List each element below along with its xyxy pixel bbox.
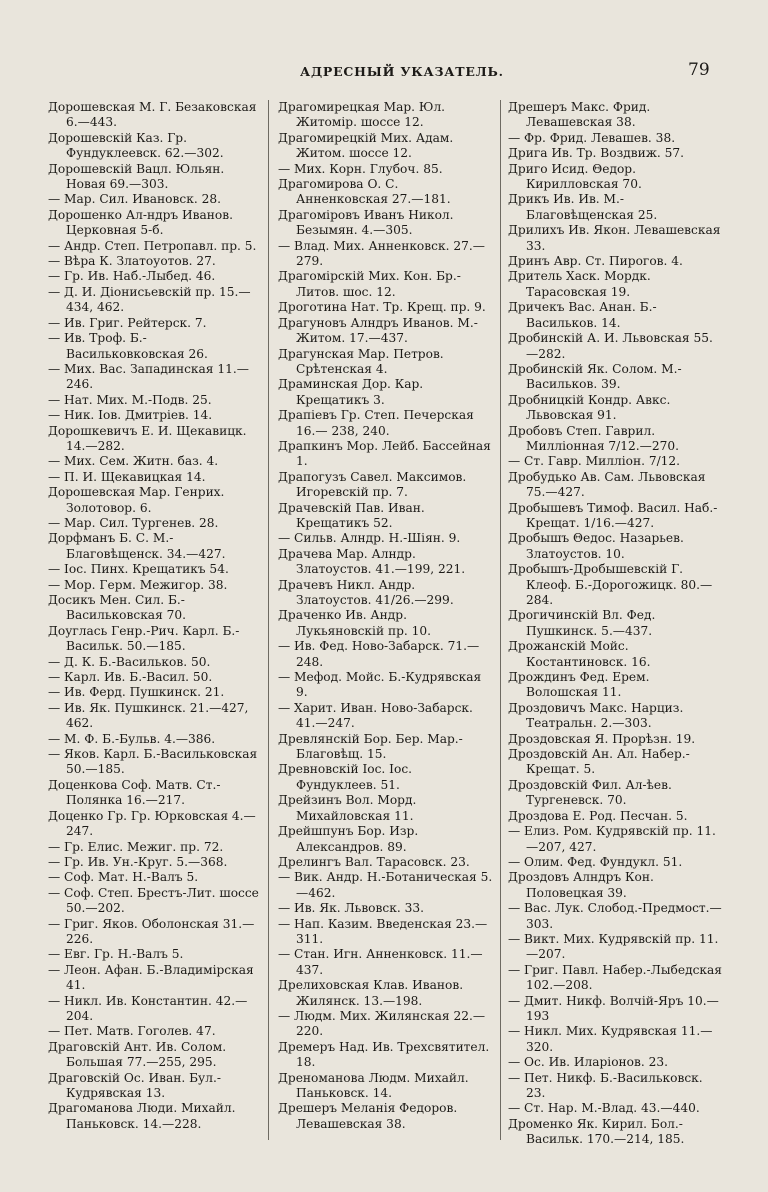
entry-text: Дробышъ Θедос. Назарьев. Златоустов. 10. (508, 531, 684, 561)
directory-entry (508, 393, 722, 424)
entry-text: Дрелиховская Клав. Иванов. Жилянск. 13.—198. (278, 978, 464, 1008)
entry-text: Дробудько Ав. Сам. Львовская 75.—427. (508, 469, 706, 500)
entry-text: Драговскій Ос. Иван. Бул.-Кудрявская 13. (48, 1070, 221, 1100)
directory-entry (278, 1071, 494, 1102)
entry-text: Дроздовская Я. Прорѣзн. 19. (508, 731, 696, 746)
entry-text: — Никл. Ив. Константин. 42.—204. (48, 993, 248, 1023)
entry-text: Дрейшпунъ Бор. Изр. Александров. 89. (278, 824, 419, 854)
entry-text: Дробовъ Степ. Гаврил. Милліонная 7/12.—270. (508, 423, 679, 453)
entry-text: — П. И. Щекавицкая 14. (48, 469, 206, 484)
directory-entry (48, 732, 262, 747)
page-header (0, 60, 768, 84)
directory-entry (508, 670, 722, 701)
directory-entry (278, 269, 494, 300)
directory-entry (48, 917, 262, 948)
directory-entry (48, 562, 262, 577)
column-divider (268, 100, 269, 1140)
directory-entry (48, 516, 262, 531)
directory-entry (508, 501, 722, 532)
entry-text: — Д. И. Діонисьевскій пр. 15.—434, 462. (48, 284, 251, 315)
directory-entry (48, 1024, 262, 1039)
entry-text: — Нат. Мих. М.-Подв. 25. (48, 392, 212, 407)
entry-text: — Ив. Як. Пушкинск. 21.—427, 462. (48, 700, 249, 731)
entry-text: Драгунская Мар. Петров. Срѣтенская 4. (278, 346, 444, 376)
directory-entry (278, 947, 494, 978)
directory-entry (278, 300, 494, 315)
directory-entry (508, 362, 722, 393)
directory-entry (508, 932, 722, 963)
entry-text: — Ст. Гавр. Милліон. 7/12. (508, 454, 681, 469)
directory-entry (508, 1101, 722, 1116)
directory-entry (48, 778, 262, 809)
directory-entry (48, 809, 262, 840)
entry-text: Дрождинъ Фед. Ерем. Волошская 11. (508, 670, 650, 700)
entry-text: Дринъ Авр. Ст. Пирогов. 4. (508, 254, 683, 269)
directory-entry (508, 963, 722, 994)
directory-entry (48, 454, 262, 469)
entry-text: Доценкова Соф. Матв. Ст.-Полянка 16.—217. (48, 777, 221, 808)
directory-entry (508, 778, 722, 809)
directory-entry (278, 978, 494, 1009)
directory-entry (48, 747, 262, 778)
directory-entry (48, 162, 262, 193)
entry-text: — Соф. Степ. Брестъ-Лит. шоссе 50.—202. (48, 885, 259, 916)
directory-entry (508, 994, 722, 1025)
entry-text: Дрешеръ Макс. Фрид. Левашевская 38. (508, 100, 651, 130)
directory-entry (48, 254, 262, 269)
entry-text: Дроздовскій Ан. Ал. Набер.-Крещат. 5. (508, 747, 690, 777)
entry-text: Дрилихъ Ив. Якон. Левашевская 33. (508, 223, 721, 253)
directory-entry (278, 208, 494, 239)
directory-entry (508, 269, 722, 300)
entry-text: Дрогичинскій Вл. Фед. Пушкинск. 5.—437. (508, 608, 656, 638)
directory-entry (508, 608, 722, 639)
entry-text: Дробинскій А. И. Львовская 55.—282. (508, 331, 713, 361)
entry-text: Дорошевскій Каз. Гр. Фундуклеевск. 62.—302. (48, 130, 224, 161)
directory-entry (48, 485, 262, 516)
entry-text: — Мефод. Мойс. Б.-Кудрявская 9. (278, 670, 482, 700)
entry-text: — Викт. Мих. Кудрявскій пр. 11.—207. (508, 931, 719, 962)
directory-entry (508, 146, 722, 161)
page-number: 79 (688, 60, 710, 80)
entry-text: — Мих. Вас. Западинская 11.—246. (48, 361, 249, 392)
entry-text: — Мор. Герм. Межигор. 38. (48, 577, 228, 592)
directory-entry (48, 424, 262, 455)
directory-entry (48, 870, 262, 885)
directory-entry (278, 855, 494, 870)
directory-entry (508, 100, 722, 131)
directory-entry (508, 870, 722, 901)
directory-entry (48, 131, 262, 162)
column-right (508, 100, 722, 1180)
directory-entry (278, 439, 494, 470)
entry-text: — Григ. Павл. Набер.-Лыбедская 102.—208. (508, 962, 722, 993)
directory-entry (508, 732, 722, 747)
entry-text: Драминская Дор. Кар. Крещатикъ 3. (278, 377, 424, 407)
entry-text: Дробышъ-Дробышевскій Г. Клеоф. Б.-Дорогожицк. 80.—284. (508, 562, 713, 607)
directory-entry (48, 578, 262, 593)
entry-text: Драгомирецкій Мих. Адам. Житом. шоссе 12. (278, 130, 454, 161)
directory-entry (48, 624, 262, 655)
entry-text: — Ив. Григ. Рейтерск. 7. (48, 315, 207, 330)
column-left (48, 100, 262, 1180)
entry-text: Драговскій Ант. Ив. Солом. Большая 77.—255, 295. (48, 1039, 227, 1070)
entry-text: — Карл. Ив. Б.-Васил. 50. (48, 670, 213, 685)
entry-text: Дробницкій Кондр. Авкс. Львовская 91. (508, 392, 671, 423)
entry-text: Досикъ Мен. Сил. Б.-Васильковская 70. (48, 593, 187, 623)
directory-entry (508, 1024, 722, 1055)
entry-text: — Гр. Елис. Межиг. пр. 72. (48, 839, 224, 854)
directory-entry (48, 285, 262, 316)
directory-entry (278, 578, 494, 609)
entry-text: Дорошевскій Вацл. Юльян. Новая 69.—303. (48, 161, 225, 192)
entry-text: — М. Ф. Б.-Бульв. 4.—386. (48, 731, 216, 746)
entry-text: Дрожанскій Мойс. Костантиновск. 16. (508, 639, 651, 669)
entry-text: Драгоманова Люди. Михайл. Паньковск. 14.—228. (48, 1101, 236, 1131)
entry-text: — Евг. Гр. Н.-Валъ 5. (48, 947, 184, 962)
directory-entry (278, 901, 494, 916)
entry-text: Дроздовскій Фил. Ал-ѣев. Тургеневск. 70. (508, 777, 672, 808)
entry-text: — Вик. Андр. Н.-Ботаническая 5.—462. (278, 870, 493, 900)
entry-text: Драчевъ Никл. Андр. Златоустов. 41/26.—299. (278, 577, 454, 607)
directory-entry (278, 547, 494, 578)
directory-entry (508, 855, 722, 870)
directory-entry (508, 701, 722, 732)
column-middle (278, 100, 494, 1180)
entry-text: — Сильв. Алндр. Н.-Шіян. 9. (278, 531, 461, 546)
directory-entry (278, 917, 494, 948)
entry-text: Драгоміровъ Иванъ Никол. Безымян. 4.—305. (278, 207, 454, 238)
directory-entry (48, 192, 262, 207)
entry-text: Драгомирова О. С. Анненковская 27.—181. (278, 177, 451, 207)
directory-entry (278, 501, 494, 532)
directory-entry (278, 162, 494, 177)
directory-entry (278, 470, 494, 501)
directory-entry (48, 408, 262, 423)
column-divider (500, 100, 501, 1140)
directory-entry (48, 239, 262, 254)
entry-text: Драпкинъ Мор. Лейб. Бассейная 1. (278, 438, 491, 469)
entry-text: — Мар. Сил. Тургенев. 28. (48, 515, 219, 530)
entry-text: Дробышевъ Тимоф. Васил. Наб.-Крещат. 1/16.—427. (508, 500, 718, 530)
entry-text: Дробинскій Як. Солом. М.-Васильков. 39. (508, 361, 682, 392)
entry-text: Дорфманъ Б. С. М.-Благовѣщенск. 34.—427. (48, 531, 226, 561)
entry-text: Дрелингъ Вал. Тарасовск. 23. (278, 854, 470, 869)
directory-entry (48, 855, 262, 870)
entry-text: Дричекъ Вас. Анан. Б.-Васильков. 14. (508, 300, 657, 330)
directory-entry (278, 701, 494, 732)
directory-entry (278, 732, 494, 763)
entry-text: — Мих. Корн. Глубоч. 85. (278, 161, 443, 176)
entry-text: Дроздовичъ Макс. Нарциз. Театральн. 2.—303. (508, 700, 684, 731)
directory-entry (278, 239, 494, 270)
directory-entry (48, 670, 262, 685)
entry-text: Дроздовъ Алндръ Кон. Половецкая 39. (508, 870, 654, 900)
directory-entry (48, 701, 262, 732)
directory-entry (48, 685, 262, 700)
directory-entry (48, 208, 262, 239)
entry-text: — Соф. Мат. Н.-Валъ 5. (48, 870, 199, 885)
directory-entry (508, 1117, 722, 1148)
directory-entry (278, 1009, 494, 1040)
directory-entry (48, 100, 262, 131)
entry-text: — Яков. Карл. Б.-Васильковская 50.—185. (48, 747, 258, 777)
entry-text: Дроменко Як. Кирил. Бол.-Васильк. 170.—214, 185. (508, 1116, 685, 1147)
directory-entry (48, 1071, 262, 1102)
directory-entry (48, 470, 262, 485)
entry-text: Дрикъ Ив. Ив. М.-Благовѣщенская 25. (508, 192, 658, 222)
entry-text: — Ос. Ив. Иларіонов. 23. (508, 1055, 668, 1070)
directory-entry (278, 670, 494, 701)
directory-entry (48, 362, 262, 393)
directory-entry (508, 901, 722, 932)
entry-text: Дритель Хаск. Мордк. Тарасовская 19. (508, 269, 651, 299)
entry-text: — Харит. Иван. Ново-Забарск. 41.—247. (278, 700, 473, 731)
entry-text: — Ив. Ферд. Пушкинск. 21. (48, 685, 225, 700)
directory-entry (278, 793, 494, 824)
entry-text: Дрешеръ Меланія Федоров. Левашевская 38. (278, 1101, 458, 1131)
entry-text: Дроздова Е. Род. Песчан. 5. (508, 808, 688, 823)
entry-text: Дорошевская Мар. Генрих. Золотовор. 6. (48, 485, 225, 515)
entry-text: — Дмит. Никф. Волчій-Яръ 10.—193 (508, 993, 719, 1023)
directory-entry (278, 1040, 494, 1071)
entry-text: — Вѣра К. Златоуотов. 27. (48, 254, 216, 269)
directory-entry (508, 809, 722, 824)
directory-entry (508, 331, 722, 362)
entry-text: Доценко Гр. Гр. Юрковская 4.—247. (48, 808, 256, 839)
directory-entry (48, 1101, 262, 1132)
directory-entry (48, 994, 262, 1025)
directory-entry (278, 131, 494, 162)
entry-text: — Пет. Никф. Б.-Васильковск. 23. (508, 1070, 703, 1100)
entry-text: — Никл. Мих. Кудрявская 11.—320. (508, 1024, 713, 1054)
entry-text: — Андр. Степ. Петропавл. пр. 5. (48, 238, 257, 253)
entry-text: Драчевскій Пав. Иван. Крещатикъ 52. (278, 500, 425, 530)
entry-text: — Леон. Афан. Б.-Владимірская 41. (48, 962, 254, 993)
directory-entry (278, 316, 494, 347)
directory-entry (508, 254, 722, 269)
entry-text: — Вас. Лук. Слобод.-Предмост.—303. (508, 901, 722, 931)
entry-text: Дорошкевичъ Е. И. Щекавицк. 14.—282. (48, 423, 247, 453)
entry-text: Дорошевская М. Г. Безаковская 6.—443. (48, 100, 257, 130)
directory-entry (508, 747, 722, 778)
entry-text: — Ив. Троф. Б.-Васильковковская 26. (48, 331, 208, 361)
entry-text: — Ник. Іов. Дмитріев. 14. (48, 408, 213, 423)
entry-text: — Гр. Ив. Ун.-Круг. 5.—368. (48, 854, 228, 869)
entry-text: Дриго Исид. Θедор. Кирилловская 70. (508, 161, 642, 192)
entry-text: Дорошенко Ал-ндръ Иванов. Церковная 5-б. (48, 207, 233, 238)
directory-entry (508, 531, 722, 562)
directory-entry (508, 470, 722, 501)
entry-text: Дремеръ Над. Ив. Трехсвятител. 18. (278, 1039, 490, 1070)
running-title: АДРЕСНЫЙ УКАЗАТЕЛЬ. (300, 64, 504, 79)
entry-text: — Елиз. Ром. Кудрявскій пр. 11.—207, 427. (508, 824, 716, 854)
directory-entry (508, 824, 722, 855)
entry-text: Драпогузъ Савел. Максимов. Игоревскій пр. 7. (278, 469, 467, 500)
entry-text: — Іос. Пинх. Крещатикъ 54. (48, 562, 229, 577)
directory-entry (278, 762, 494, 793)
directory-entry (48, 331, 262, 362)
entry-text: — Гр. Ив. Наб.-Лыбед. 46. (48, 269, 216, 284)
entry-text: — Ив. Як. Львовск. 33. (278, 901, 424, 916)
entry-text: — Пет. Матв. Гоголев. 47. (48, 1024, 216, 1039)
directory-entry (278, 531, 494, 546)
entry-text: — Ив. Фед. Ново-Забарск. 71.—248. (278, 639, 480, 669)
directory-entry (508, 562, 722, 608)
directory-entry (278, 608, 494, 639)
entry-text: Дрейзинъ Вол. Морд. Михайловская 11. (278, 793, 417, 823)
entry-text: Древлянскій Бор. Бер. Мар.-Благовѣщ. 15. (278, 731, 463, 762)
directory-entry (508, 1055, 722, 1070)
entry-text: Драгуновъ Алндръ Иванов. М.-Житом. 17.—437. (278, 315, 478, 346)
entry-text: Драченко Ив. Андр. Лукьяновскій пр. 10. (278, 608, 431, 638)
entry-text: — Влад. Мих. Анненковск. 27.—279. (278, 238, 485, 269)
entry-text: — Нап. Казим. Введенская 23.—311. (278, 916, 488, 946)
entry-text: Драчева Мар. Алндр. Златоустов. 41.—199, 221. (278, 546, 466, 577)
entry-text: Дроготина Нат. Тр. Крещ. пр. 9. (278, 300, 486, 315)
directory-entry (278, 870, 494, 901)
entry-text: Дреномaнова Людм. Михайл. Паньковск. 14. (278, 1070, 469, 1100)
entry-text: — Мар. Сил. Ивановск. 28. (48, 192, 221, 207)
entry-text: Древновскій Іос. Іос. Фундуклеев. 51. (278, 762, 413, 792)
directory-entry (48, 655, 262, 670)
entry-text: — Григ. Яков. Оболонская 31.—226. (48, 916, 255, 946)
directory-entry (278, 100, 494, 131)
entry-text: — Д. К. Б.-Васильков. 50. (48, 654, 211, 669)
directory-entry (48, 316, 262, 331)
directory-entry (48, 947, 262, 962)
entry-text: — Фр. Фрид. Левашев. 38. (508, 130, 676, 145)
entry-text: — Олим. Фед. Фундукл. 51. (508, 854, 683, 869)
directory-entry (48, 531, 262, 562)
directory-entry (48, 593, 262, 624)
directory-entry (508, 162, 722, 193)
directory-entry (48, 393, 262, 408)
directory-entry (508, 639, 722, 670)
directory-entry (508, 192, 722, 223)
directory-entry (508, 300, 722, 331)
directory-entry (508, 424, 722, 455)
directory-entry (278, 377, 494, 408)
entry-text: Дрига Ив. Тр. Воздвиж. 57. (508, 146, 685, 161)
entry-text: — Людм. Мих. Жилянская 22.—220. (278, 1008, 486, 1039)
entry-text: Драгомірскій Мих. Кон. Бр.-Литов. шос. 12. (278, 269, 461, 299)
directory-entry (48, 269, 262, 284)
entry-text: Драгомирецкая Мар. Юл. Житоміp. шоссе 12. (278, 100, 446, 130)
directory-entry (278, 824, 494, 855)
directory-entry (48, 840, 262, 855)
directory-entry (278, 347, 494, 378)
entry-text: — Стан. Игн. Анненковск. 11.—437. (278, 947, 483, 977)
directory-entry (278, 1101, 494, 1132)
entry-text: — Ст. Нар. М.-Влад. 43.—440. (508, 1101, 700, 1116)
directory-entry (48, 1040, 262, 1071)
directory-entry (508, 223, 722, 254)
directory-entry (278, 639, 494, 670)
entry-text: — Мих. Сем. Житн. баз. 4. (48, 454, 219, 469)
directory-entry (48, 963, 262, 994)
directory-entry (278, 177, 494, 208)
entry-text: Драпіевъ Гр. Степ. Печерская 16.— 238, 240. (278, 408, 474, 438)
directory-entry (508, 131, 722, 146)
directory-entry (508, 454, 722, 469)
directory-entry (278, 408, 494, 439)
directory-entry (508, 1071, 722, 1102)
entry-text: Доуглась Генр.-Рич. Карл. Б.-Васильк. 50.—185. (48, 623, 240, 654)
directory-entry (48, 886, 262, 917)
